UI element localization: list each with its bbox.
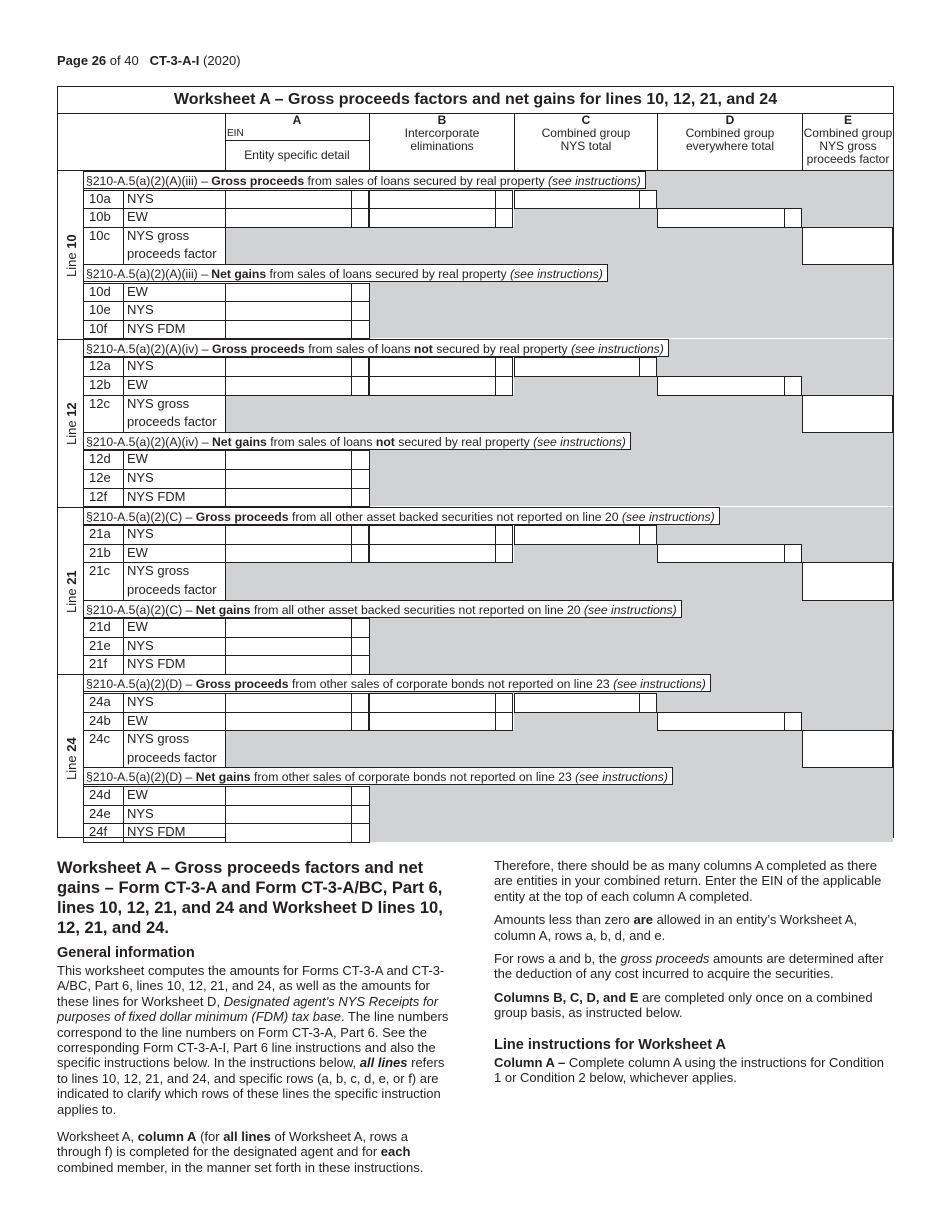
entry-21f-column-a[interactable] <box>226 656 350 673</box>
row-code-24a: 24a <box>89 694 111 709</box>
entry-24c-column-a[interactable] <box>226 731 350 748</box>
page-header: Page 26 of 40 CT-3-A-I (2020) <box>57 53 241 68</box>
worksheet-title: Worksheet A – Gross proceeds factors and net gains for lines 10, 12, 21, and 24 <box>58 87 893 114</box>
entry-12f-column-a[interactable] <box>226 489 350 506</box>
entry-21c-column-a[interactable] <box>226 563 350 580</box>
column-a-paragraph: Worksheet A, column A (for all lines of Worksheet A, rows a through f) is completed for the designated agent and for each combined member, in the manner set forth in these instructions. <box>57 1129 424 1175</box>
entities-paragraph: Therefore, there should be as many columns A completed as there are entities in your combined return. Enter the EIN of the applicable entity at the top of each column A completed. <box>494 858 882 904</box>
entry-21a-column-a[interactable] <box>226 526 350 543</box>
row-code-10d: 10d <box>89 283 111 299</box>
line-24-gross-proceeds-heading: §210-A.5(a)(2)(D) – Gross proceeds from other sales of corporate bonds not reported on line 23 (see instructions) <box>84 674 711 692</box>
line-21-label: Line 21 <box>64 569 79 613</box>
row-code-21f: 21f <box>89 656 108 672</box>
row-code-12a: 12a <box>89 358 111 374</box>
row-label-21a: NYS <box>127 526 154 542</box>
entry-10f-column-a[interactable] <box>226 321 350 338</box>
column-a-instruction: Column A – Complete column A using the instructions for Condition 1 or Condition 2 below, whichever applies. <box>494 1054 884 1086</box>
row-code-21a: 21a <box>89 526 111 542</box>
row-label-24c-cont: proceeds factor <box>127 749 217 765</box>
entry-10a-column-a[interactable] <box>226 191 350 208</box>
entry-10c-column-a[interactable] <box>226 228 350 245</box>
row-code-24e: 24e <box>89 805 111 821</box>
row-label-12a: NYS <box>127 358 154 374</box>
row-code-10b: 10b <box>89 209 111 225</box>
row-label-21d: EW <box>127 619 148 635</box>
row-code-12c: 12c <box>89 395 110 411</box>
entry-24e-column-a[interactable] <box>226 806 350 823</box>
entry-24f-column-a[interactable] <box>226 824 350 841</box>
line-12-label: Line 12 <box>64 402 79 445</box>
row-code-24c: 24c <box>89 731 110 747</box>
row-label-12f: NYS FDM <box>127 488 186 504</box>
row-code-21c: 21c <box>89 563 110 579</box>
entry-12e-column-a[interactable] <box>226 470 350 487</box>
row-label-12c: NYS gross <box>127 395 190 411</box>
row-code-12d: 12d <box>89 451 111 467</box>
line-instructions-heading: Line instructions for Worksheet A <box>494 1036 727 1053</box>
row-code-24d: 24d <box>89 787 111 802</box>
column-b-header: B Intercorporate eliminations <box>404 113 480 153</box>
row-code-24b: 24b <box>89 712 111 728</box>
instructions-right-column <box>494 858 894 1093</box>
row-label-21c-cont: proceeds factor <box>127 582 217 597</box>
entry-12b-column-a[interactable] <box>226 377 350 394</box>
entry-24d-column-a[interactable] <box>226 787 350 804</box>
row-code-21b: 21b <box>89 544 111 560</box>
row-label-12b: EW <box>127 377 148 392</box>
row-label-24d: EW <box>127 787 148 802</box>
row-code-12e: 12e <box>89 470 111 485</box>
row-label-12d: EW <box>127 451 148 467</box>
entry-21d-column-a[interactable] <box>226 619 350 636</box>
entry-10b-column-a[interactable] <box>226 209 350 226</box>
row-label-10d: EW <box>127 283 148 299</box>
entry-12d-column-a[interactable] <box>226 451 350 468</box>
entry-10d-column-a[interactable] <box>226 284 350 301</box>
entry-21e-column-a[interactable] <box>226 638 350 655</box>
line-10-net-gains-heading: §210-A.5(a)(2)(A)(iii) – Net gains from sales of loans secured by real property (see instructions) <box>84 264 608 282</box>
row-label-10c: NYS gross <box>127 227 190 243</box>
row-label-24c: NYS gross <box>127 731 190 747</box>
instructions-heading: Worksheet A – Gross proceeds factors and net gains – Form CT-3-A and Form CT-3-A/BC, Part 6, lines 10, 12, 21, and 24 and Worksheet D lines 10, 12, 21, and 24. <box>57 859 443 937</box>
line-24-net-gains-heading: §210-A.5(a)(2)(D) – Net gains from other sales of corporate bonds not reported on line 23 (see instructions) <box>84 767 673 785</box>
gross-proceeds-paragraph: For rows a and b, the gross proceeds amounts are determined after the deduction of any cost incurred to acquire the securities. <box>494 951 884 982</box>
row-label-10c-cont: proceeds factor <box>127 246 217 262</box>
line-24-label: Line 24 <box>64 737 79 781</box>
row-label-10b: EW <box>127 209 148 225</box>
column-a-header: A EIN Entity specific detail <box>225 114 369 170</box>
row-code-21e: 21e <box>89 637 111 653</box>
row-label-24e: NYS <box>127 805 154 821</box>
worksheet-a-table <box>57 86 894 838</box>
row-code-21d: 21d <box>89 619 111 635</box>
row-label-21c: NYS gross <box>127 563 190 579</box>
row-code-24f: 24f <box>89 824 108 840</box>
line-12-net-gains-heading: §210-A.5(a)(2)(A)(iv) – Net gains from sales of loans not secured by real property (see instructions) <box>84 432 631 450</box>
entry-12c-column-a[interactable] <box>226 396 350 413</box>
row-label-10f: NYS FDM <box>127 320 186 336</box>
entry-12a-column-a[interactable] <box>226 358 350 375</box>
ein-label: EIN <box>227 128 244 139</box>
entry-21b-column-a[interactable] <box>226 545 350 562</box>
general-information-heading: General information <box>57 945 195 961</box>
row-label-12c-cont: proceeds factor <box>127 414 217 430</box>
row-label-21f: NYS FDM <box>127 656 186 672</box>
row-label-10a: NYS <box>127 190 154 206</box>
instructions-left-column <box>57 858 454 1183</box>
line-21-net-gains-heading: §210-A.5(a)(2)(C) – Net gains from all other asset backed securities not reported on line 20 (see instructions) <box>84 600 682 618</box>
row-label-21e: NYS <box>127 637 154 653</box>
row-code-10e: 10e <box>89 302 111 318</box>
entity-detail-label: Entity specific detail <box>244 148 350 162</box>
negative-amounts-paragraph: Amounts less than zero are allowed in an entity’s Worksheet A, column A, rows a, b, d, and e. <box>494 912 858 943</box>
row-code-12b: 12b <box>89 377 111 392</box>
column-e-header: E Combined group NYS gross proceeds factor <box>803 113 893 166</box>
row-label-24b: EW <box>127 712 148 728</box>
row-label-24f: NYS FDM <box>127 824 186 840</box>
row-code-10a: 10a <box>89 190 111 206</box>
column-d-header: D Combined group everywhere total <box>685 113 775 153</box>
line-21-gross-proceeds-heading: §210-A.5(a)(2)(C) – Gross proceeds from all other asset backed securities not reported on line 20 (see instructions) <box>84 507 720 525</box>
row-label-12e: NYS <box>127 470 154 485</box>
column-c-header: C Combined group NYS total <box>541 113 631 153</box>
line-10-gross-proceeds-heading: §210-A.5(a)(2)(A)(iii) – Gross proceeds from sales of loans secured by real property (see instructions) <box>84 171 646 189</box>
line-12-gross-proceeds-heading: §210-A.5(a)(2)(A)(iv) – Gross proceeds from sales of loans not secured by real property (see instructions) <box>84 339 669 357</box>
line-10-label: Line 10 <box>64 234 79 277</box>
row-label-10e: NYS <box>127 302 154 318</box>
row-code-10f: 10f <box>89 320 108 336</box>
row-code-12f: 12f <box>89 488 108 504</box>
columns-bcde-paragraph: Columns B, C, D, and E are completed only once on a combined group basis, as instructed below. <box>494 989 873 1021</box>
row-code-10c: 10c <box>89 227 110 243</box>
row-label-24a: NYS <box>127 694 154 709</box>
entry-10e-column-a[interactable] <box>226 302 350 319</box>
general-information-paragraph: This worksheet computes the amounts for Forms CT-3-A and CT-3-A/BC, Part 6, lines 10, 12, 21, and 24, as well as the amounts for these lines for Worksheet D, Designated agent’s NYS Receipts for purposes of fixed dollar minimum (FDM) tax base. The line numbers correspond to the line numbers on Form CT-3-A, Part 6. See the corresponding Form CT-3-A-I, Part 6 line instructions and also the specific instructions below. In the instructions below, all lines refers to lines 10, 12, 21, and 24, and specific rows (a, b, c, d, e, or f) are indicated to clarify which rows of these lines the specific instruction applies to. <box>57 963 449 1117</box>
row-label-21b: EW <box>127 544 148 560</box>
entry-24a-column-a[interactable] <box>226 694 350 711</box>
entry-24b-column-a[interactable] <box>226 713 350 730</box>
